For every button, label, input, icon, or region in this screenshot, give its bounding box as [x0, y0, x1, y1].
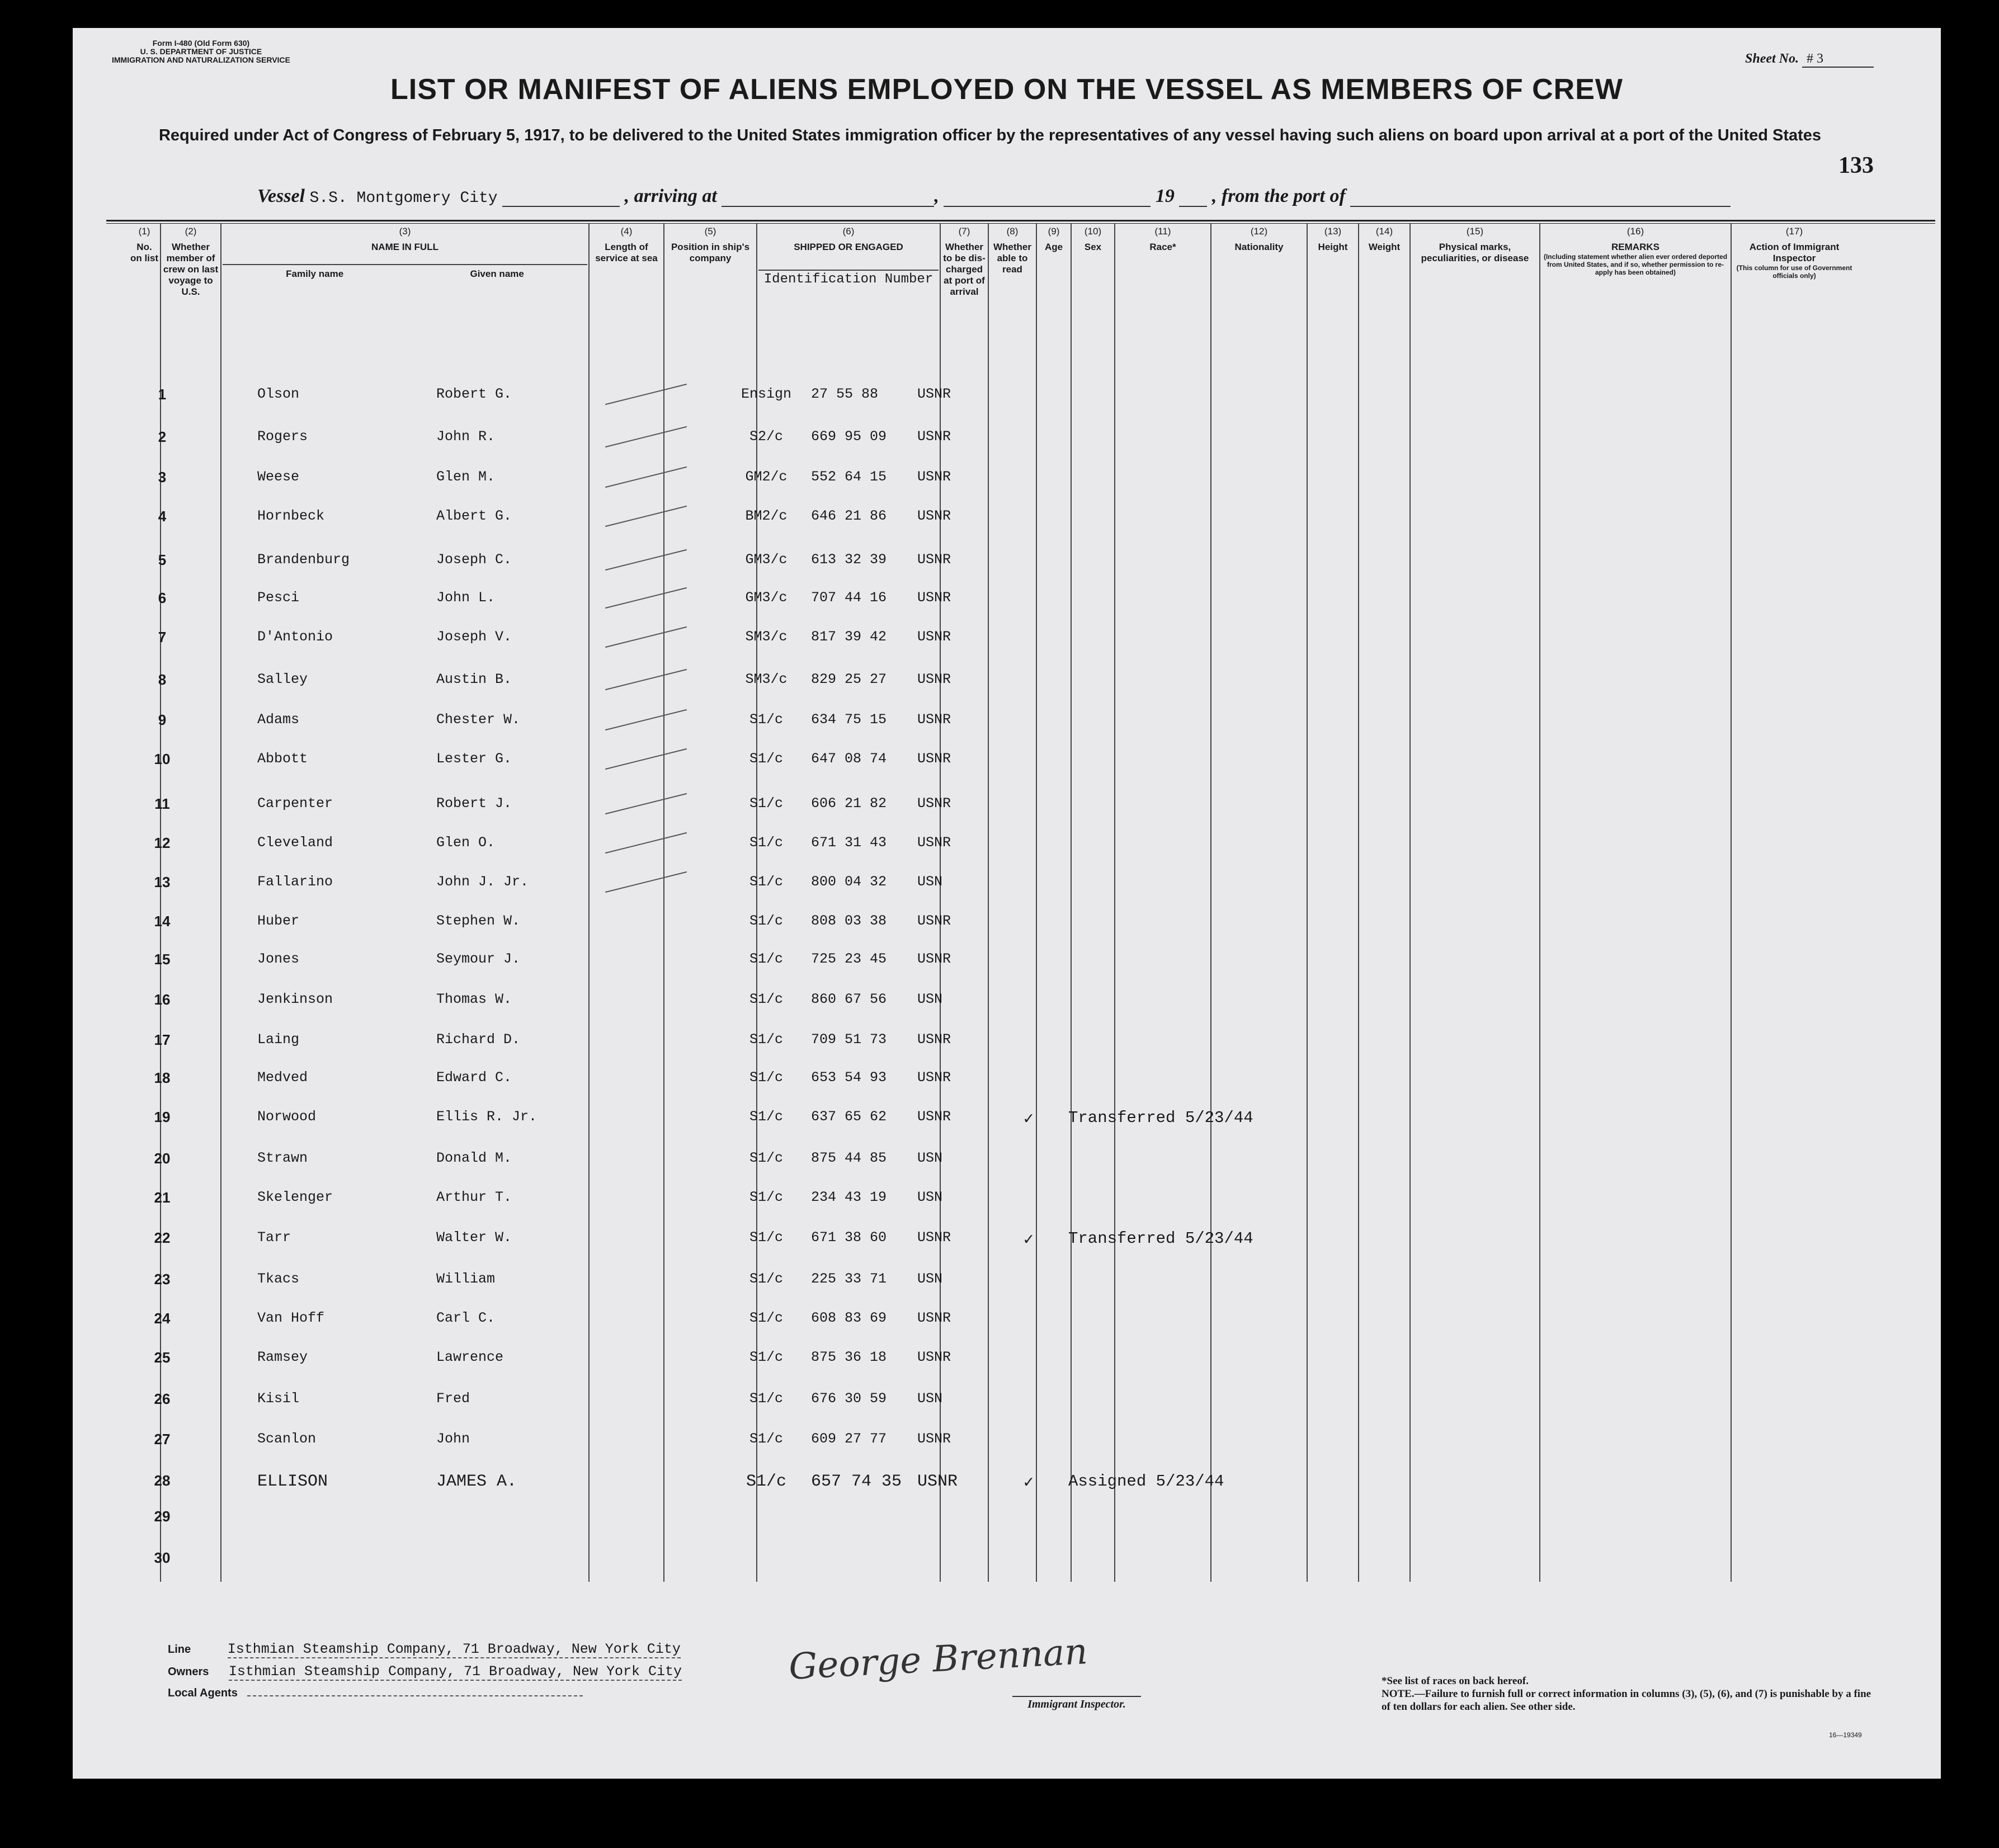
table-row [73, 1031, 1941, 1054]
col-header: (5) Position in ship's company [664, 224, 757, 1582]
position: S1/c [749, 1390, 783, 1407]
row-number: 28 [154, 1472, 171, 1489]
table-row [73, 795, 1941, 818]
identification-number: 800 04 32 [811, 874, 887, 890]
row-number: 23 [154, 1271, 171, 1288]
col-header: (2) Whether member of crew on last voyage to U.S. [161, 224, 221, 1582]
table-row [73, 1109, 1941, 1131]
row-number: 14 [154, 913, 171, 930]
family-name: Fallarino [257, 874, 333, 890]
position: S1/c [749, 951, 783, 967]
identification-number: 875 36 18 [811, 1349, 887, 1365]
given-name: JAMES A. [436, 1472, 517, 1491]
position: S1/c [749, 1431, 783, 1447]
service-branch: USNR [917, 590, 951, 606]
footnotes: *See list of races on back hereof. NOTE.—Failure to furnish full or correct information in columns (3), (5), (6), and (7) is punishable by a fine of ten dollars for each alien. See other side. [1382, 1675, 1871, 1713]
manifest-sheet [73, 28, 1941, 1779]
service-branch: USNR [917, 751, 951, 767]
service-branch: USN [917, 991, 943, 1007]
col-header: (12) Nationality [1211, 224, 1307, 1582]
identification-number: 646 21 86 [811, 508, 887, 524]
row-number: 16 [154, 991, 171, 1008]
given-name: Arthur T. [436, 1189, 512, 1205]
family-name: Ramsey [257, 1349, 308, 1365]
identification-number: 552 64 15 [811, 469, 887, 485]
given-name: John L. [436, 590, 496, 606]
given-name: Edward C. [436, 1069, 512, 1086]
identification-number: 608 83 69 [811, 1310, 887, 1326]
family-name: Skelenger [257, 1189, 333, 1205]
table-row [73, 1472, 1941, 1495]
given-name: John [436, 1431, 470, 1447]
col-header: (13) Height [1307, 224, 1359, 1582]
row-number: 30 [154, 1549, 171, 1566]
family-name: Kisil [257, 1390, 300, 1407]
service-branch: USN [917, 1150, 943, 1166]
table-row [73, 751, 1941, 773]
line-field: Line Isthmian Steamship Company, 71 Broadway, New York City [168, 1641, 681, 1657]
position: Ensign [741, 386, 791, 402]
family-name: Rogers [257, 428, 308, 445]
table-row [73, 1150, 1941, 1172]
service-branch: USNR [917, 428, 951, 445]
position: S1/c [746, 1472, 786, 1491]
table-row [73, 671, 1941, 694]
identification-number: 875 44 85 [811, 1150, 887, 1166]
position: S1/c [749, 1229, 783, 1246]
row-number: 6 [158, 590, 167, 606]
table-row [73, 386, 1941, 408]
family-name: Weese [257, 469, 300, 485]
header-rule [106, 220, 1935, 221]
position: S1/c [749, 874, 783, 890]
service-branch: USNR [917, 1349, 951, 1365]
family-name: Norwood [257, 1109, 317, 1125]
table-row [73, 629, 1941, 651]
service-branch: USN [917, 874, 943, 890]
col-header: (1) No. on list [130, 226, 159, 263]
given-name: Glen M. [436, 469, 496, 485]
identification-number: 634 75 15 [811, 711, 887, 728]
service-branch: USNR [917, 1472, 958, 1491]
service-branch: USN [917, 1189, 943, 1205]
column-headers [129, 224, 1857, 1582]
given-name: Fred [436, 1390, 470, 1407]
row-number: 24 [154, 1310, 171, 1327]
page-title: LIST OR MANIFEST OF ALIENS EMPLOYED ON THE VESSEL AS MEMBERS OF CREW [390, 73, 1623, 106]
service-branch: USNR [917, 835, 951, 851]
service-mark [604, 835, 705, 843]
given-name: Thomas W. [436, 991, 512, 1007]
position: GM3/c [745, 551, 788, 568]
row-number: 21 [154, 1189, 171, 1206]
position: SM3/c [745, 629, 788, 645]
identification-number: 657 74 35 [811, 1472, 902, 1491]
table-row [73, 590, 1941, 612]
service-mark [604, 590, 705, 598]
position: S1/c [749, 1109, 783, 1125]
table-row [73, 1229, 1941, 1252]
given-name: Lawrence [436, 1349, 504, 1365]
table-row [73, 1390, 1941, 1413]
identification-number: 707 44 16 [811, 590, 887, 606]
identification-number: 725 23 45 [811, 951, 887, 967]
service-branch: USNR [917, 711, 951, 728]
local-agents-field: Local Agents [168, 1687, 583, 1700]
table-row [73, 991, 1941, 1013]
check-mark: ✓ [1024, 1231, 1034, 1250]
owners-field: Owners Isthmian Steamship Company, 71 Broadway, New York City [168, 1663, 682, 1680]
position: S1/c [749, 1271, 783, 1287]
family-name: Tarr [257, 1229, 291, 1246]
remark: Assigned 5/23/44 [1068, 1472, 1224, 1491]
service-branch: USNR [917, 795, 951, 812]
table-row [73, 1431, 1941, 1453]
page-number: 133 [1838, 153, 1874, 178]
identification-number: 808 03 38 [811, 913, 887, 929]
table-row [73, 1069, 1941, 1092]
service-branch: USNR [917, 1031, 951, 1048]
position: S1/c [749, 751, 783, 767]
row-number: 17 [154, 1031, 171, 1048]
position: S1/c [749, 1189, 783, 1205]
given-name: Richard D. [436, 1031, 521, 1048]
vessel-line: Vessel S.S. Montgomery City , arriving at , 19 , from the port of [257, 186, 1731, 207]
col-header: (11) Race* [1115, 224, 1211, 1582]
given-name: Robert G. [436, 386, 512, 402]
row-number: 18 [154, 1069, 171, 1086]
row-number: 22 [154, 1229, 171, 1246]
family-name: Adams [257, 711, 300, 728]
service-mark [604, 751, 705, 760]
position: GM2/c [745, 469, 788, 485]
row-number: 7 [158, 629, 167, 645]
col-header-action: (17) Action of Immigrant Inspector (This column for use of Government officials only) [1731, 224, 1857, 1582]
row-number: 27 [154, 1431, 171, 1448]
col-header-shipped: (6) SHIPPED OR ENGAGED Identification Number [757, 224, 940, 1582]
position: S1/c [749, 1310, 783, 1326]
identification-number: 669 95 09 [811, 428, 887, 445]
service-mark [604, 874, 705, 883]
family-name: Hornbeck [257, 508, 325, 524]
col-header: (10) Sex [1071, 224, 1115, 1582]
position: S1/c [749, 1031, 783, 1048]
col-header-name: (3) NAME IN FULL Family name Given name [221, 224, 589, 1582]
given-name: Chester W. [436, 711, 521, 728]
given-name: Robert J. [436, 795, 512, 812]
service-mark [604, 428, 705, 437]
inspector-label: Immigrant Inspector. [1012, 1696, 1141, 1711]
family-name: Van Hoff [257, 1310, 325, 1326]
given-name: John J. Jr. [436, 874, 529, 890]
family-name: Jones [257, 951, 300, 967]
family-name: Huber [257, 913, 300, 929]
position: S2/c [749, 428, 783, 445]
position: S1/c [749, 711, 783, 728]
position: S1/c [749, 1069, 783, 1086]
row-number: 8 [158, 671, 167, 688]
table-row [73, 711, 1941, 734]
given-name: Albert G. [436, 508, 512, 524]
service-branch: USNR [917, 469, 951, 485]
position: S1/c [749, 1349, 783, 1365]
row-number: 9 [158, 711, 167, 728]
family-name: Salley [257, 671, 308, 687]
given-name: Seymour J. [436, 951, 521, 967]
remark: Transferred 5/23/44 [1068, 1109, 1253, 1127]
table-row [73, 1549, 1941, 1572]
table-row [73, 469, 1941, 491]
given-name: Carl C. [436, 1310, 496, 1326]
position: S1/c [749, 795, 783, 812]
identification-number: 709 51 73 [811, 1031, 887, 1048]
given-name: Ellis R. Jr. [436, 1109, 538, 1125]
row-number: 1 [158, 386, 167, 403]
family-name: Jenkinson [257, 991, 333, 1007]
service-branch: USNR [917, 1229, 951, 1246]
service-mark [604, 551, 705, 560]
row-number: 26 [154, 1390, 171, 1407]
row-number: 13 [154, 874, 171, 890]
service-branch: USN [917, 1271, 943, 1287]
given-name: Walter W. [436, 1229, 512, 1246]
row-number: 15 [154, 951, 171, 968]
identification-number: 225 33 71 [811, 1271, 887, 1287]
identification-number: 647 08 74 [811, 751, 887, 767]
identification-number: 676 30 59 [811, 1390, 887, 1407]
given-name: Joseph V. [436, 629, 512, 645]
col-header-remarks: (16) REMARKS (Including statement whether alien ever ordered deported from United States, and if so, whether permission to re-apply has been obtained) [1540, 224, 1731, 1582]
row-number: 19 [154, 1109, 171, 1125]
identification-number: 609 27 77 [811, 1431, 887, 1447]
row-number: 10 [154, 751, 171, 767]
service-mark [604, 386, 705, 395]
position: S1/c [749, 991, 783, 1007]
col-header: (15) Physical marks, peculiarities, or disease [1410, 224, 1540, 1582]
service-mark [604, 795, 705, 804]
table-row [73, 1508, 1941, 1530]
identification-number: 613 32 39 [811, 551, 887, 568]
family-name: Cleveland [257, 835, 333, 851]
given-name: Donald M. [436, 1150, 512, 1166]
identification-number: 27 55 88 [811, 386, 879, 402]
service-mark [604, 711, 705, 720]
service-branch: USNR [917, 1431, 951, 1447]
given-name: Glen O. [436, 835, 496, 851]
service-branch: USNR [917, 386, 951, 402]
table-row [73, 508, 1941, 530]
service-mark [604, 469, 705, 478]
row-number: 25 [154, 1349, 171, 1366]
family-name: Strawn [257, 1150, 308, 1166]
identification-number: 653 54 93 [811, 1069, 887, 1086]
identification-number: 637 65 62 [811, 1109, 887, 1125]
service-branch: USNR [917, 913, 951, 929]
position: GM3/c [745, 590, 788, 606]
position: S1/c [749, 1150, 783, 1166]
row-number: 3 [158, 469, 167, 485]
family-name: Medved [257, 1069, 308, 1086]
col-header: (4) Length of service at sea [589, 224, 664, 1582]
col-header: (8) Whether able to read [988, 224, 1036, 1582]
table-row [73, 1271, 1941, 1293]
remark: Transferred 5/23/44 [1068, 1229, 1253, 1248]
page-subtitle: Required under Act of Congress of February 5, 1917, to be delivered to the United States immigration officer by the representatives of any vessel having such aliens on board upon arrival at a port of the United States [158, 126, 1822, 144]
inspector-signature: George Brennan [788, 1631, 1089, 1688]
position: S1/c [749, 835, 783, 851]
service-mark [604, 629, 705, 638]
given-name: William [436, 1271, 496, 1287]
check-mark: ✓ [1024, 1474, 1034, 1493]
col-header: (9) Age [1036, 224, 1071, 1582]
family-name: Laing [257, 1031, 300, 1048]
table-row [73, 835, 1941, 857]
family-name: ELLISON [257, 1472, 328, 1491]
family-name: Pesci [257, 590, 300, 606]
service-branch: USNR [917, 951, 951, 967]
service-mark [604, 671, 705, 680]
row-number: 12 [154, 835, 171, 851]
family-name: Abbott [257, 751, 308, 767]
service-branch: USN [917, 1390, 943, 1407]
vessel-name: S.S. Montgomery City [309, 190, 498, 207]
form-code: 16—19349 [1829, 1731, 1862, 1739]
service-branch: USNR [917, 1069, 951, 1086]
service-branch: USNR [917, 1109, 951, 1125]
family-name: Carpenter [257, 795, 333, 812]
identification-number: 860 67 56 [811, 991, 887, 1007]
position: SM3/c [745, 671, 788, 687]
table-row [73, 428, 1941, 451]
service-mark [604, 508, 705, 517]
service-branch: USNR [917, 551, 951, 568]
table-row [73, 1189, 1941, 1211]
table-row [73, 1310, 1941, 1332]
row-number: 11 [154, 795, 170, 812]
row-number: 4 [158, 508, 167, 525]
identification-number: 817 39 42 [811, 629, 887, 645]
service-branch: USNR [917, 629, 951, 645]
family-name: Scanlon [257, 1431, 317, 1447]
check-mark: ✓ [1024, 1110, 1034, 1129]
family-name: Tkacs [257, 1271, 300, 1287]
row-number: 5 [158, 551, 167, 568]
family-name: Olson [257, 386, 300, 402]
given-name: Stephen W. [436, 913, 521, 929]
identification-number: 234 43 19 [811, 1189, 887, 1205]
identification-number: 671 38 60 [811, 1229, 887, 1246]
identification-number: 606 21 82 [811, 795, 887, 812]
identification-number: 671 31 43 [811, 835, 887, 851]
table-row [73, 951, 1941, 973]
identification-number: 829 25 27 [811, 671, 887, 687]
service-branch: USNR [917, 671, 951, 687]
row-number: 2 [158, 428, 167, 445]
given-name: John R. [436, 428, 496, 445]
service-branch: USNR [917, 508, 951, 524]
row-number: 20 [154, 1150, 171, 1167]
form-identifier: Form I-480 (Old Form 630) U. S. DEPARTMENT OF JUSTICE IMMIGRATION AND NATURALIZATION SERVICE [112, 39, 290, 64]
col-header: (14) Weight [1359, 224, 1410, 1582]
family-name: Brandenburg [257, 551, 350, 568]
sheet-number: Sheet No. # 3 [1745, 51, 1874, 68]
row-number: 29 [154, 1508, 171, 1525]
position: BM2/c [745, 508, 788, 524]
col-header: (7) Whether to be dis-charged at port of arrival [940, 224, 988, 1582]
table-row [73, 913, 1941, 935]
table-row [73, 874, 1941, 896]
given-name: Austin B. [436, 671, 512, 687]
table-row [73, 1349, 1941, 1371]
table-row [73, 551, 1941, 574]
family-name: D'Antonio [257, 629, 333, 645]
service-branch: USNR [917, 1310, 951, 1326]
given-name: Joseph C. [436, 551, 512, 568]
given-name: Lester G. [436, 751, 512, 767]
position: S1/c [749, 913, 783, 929]
